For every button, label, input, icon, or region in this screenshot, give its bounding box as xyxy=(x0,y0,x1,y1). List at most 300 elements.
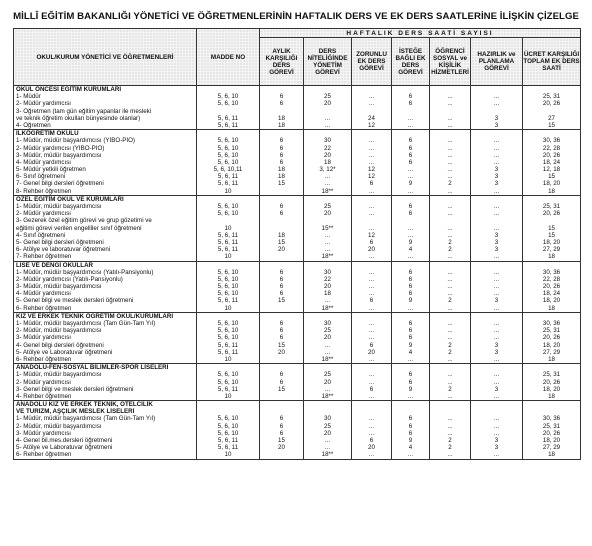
row-value: ... xyxy=(493,224,500,232)
row-label: 2- Müdür yardımcısı (YİBO-PİO) xyxy=(16,144,105,152)
row-value: ... xyxy=(447,268,453,276)
row-value: 22, 28 xyxy=(542,144,561,152)
section-values-col-8 xyxy=(523,261,581,312)
row-value: 30, 36 xyxy=(542,415,561,423)
row-value: 20, 26 xyxy=(542,283,561,291)
section-values-col-6 xyxy=(430,86,471,130)
row-value: ... xyxy=(324,341,331,349)
row-value: 9 xyxy=(408,297,413,305)
row-value: 5, 6, 10 xyxy=(217,93,239,101)
section-values-col-4 xyxy=(352,195,392,261)
row-value: ... xyxy=(493,210,500,218)
section-title: LİSE VE DENGİ OKULLAR xyxy=(16,261,94,269)
row-value: ... xyxy=(368,100,375,108)
row-value: 15 xyxy=(278,297,285,305)
section-values-col-5 xyxy=(392,312,430,363)
header-article-no: MADDE NO xyxy=(197,29,260,86)
section-block xyxy=(14,364,581,401)
section-labels xyxy=(14,195,197,261)
row-value: 10 xyxy=(224,355,232,363)
row-value: 25 xyxy=(324,203,331,210)
row-value: 3, 12* xyxy=(319,166,336,174)
row-value: 20 xyxy=(368,348,375,356)
row-label: 6- Rehber öğretmen xyxy=(16,451,72,459)
row-value: 10 xyxy=(224,224,232,232)
row-value: ... xyxy=(324,121,331,129)
row-value: 25, 31 xyxy=(542,203,561,210)
row-value: 6 xyxy=(408,378,413,386)
row-value: 15 xyxy=(278,238,285,246)
row-value: ... xyxy=(447,334,453,342)
row-value: 18 xyxy=(278,121,285,129)
row-value: 5, 6, 10 xyxy=(217,210,239,218)
row-value: 18, 20 xyxy=(542,297,561,305)
row-value: 18 xyxy=(278,166,285,174)
row-value: ... xyxy=(447,275,453,283)
row-value: 5, 6, 10 xyxy=(217,290,239,298)
row-value: 6 xyxy=(279,327,284,335)
section-values-col-3 xyxy=(304,86,352,130)
row-label: 7- Genel bilgi dersleri öğretmeni xyxy=(16,180,104,188)
row-value: 20 xyxy=(368,246,375,254)
row-value: ... xyxy=(368,93,375,101)
row-value: 5, 6, 11 xyxy=(217,437,239,444)
row-value: 6 xyxy=(279,334,284,342)
section-values-col-7 xyxy=(471,86,523,130)
row-value: 18, 20 xyxy=(542,437,561,444)
row-label: 2- Müdür, müdür başyardımcısı xyxy=(16,422,102,430)
row-value: 27, 29 xyxy=(542,444,561,452)
row-value: ... xyxy=(407,451,414,459)
row-value: ... xyxy=(447,173,453,181)
row-value: 10 xyxy=(224,304,232,312)
row-value: ... xyxy=(368,283,375,291)
row-value: ... xyxy=(407,173,414,181)
section-values-col-2 xyxy=(260,261,304,312)
row-value: ... xyxy=(407,304,414,312)
row-value xyxy=(197,217,259,224)
schedule-table-wrapper xyxy=(13,28,580,460)
row-label: 5- Atölye ve Laboratuvar öğretmeni xyxy=(16,444,113,452)
section-values-col-7 xyxy=(471,195,523,261)
row-value: 6 xyxy=(279,158,284,166)
row-value: ... xyxy=(447,158,453,166)
row-value: 4 xyxy=(408,444,413,452)
row-value: ... xyxy=(368,371,375,379)
row-value xyxy=(523,108,580,115)
row-value xyxy=(352,217,391,224)
row-value: ... xyxy=(447,451,453,459)
row-value: 6 xyxy=(279,415,284,423)
row-value: 18, 20 xyxy=(542,341,561,349)
row-value: ... xyxy=(447,93,453,101)
row-value: ... xyxy=(368,203,375,210)
row-value: ... xyxy=(407,253,414,261)
row-value xyxy=(471,108,522,115)
row-value: ... xyxy=(447,224,453,232)
row-value: 2 xyxy=(448,444,452,452)
row-value: ... xyxy=(493,290,500,298)
row-value: 6 xyxy=(279,378,284,386)
row-value: 6 xyxy=(408,320,413,327)
row-value: 5, 6, 10 xyxy=(217,283,239,291)
row-value: 6 xyxy=(279,371,284,379)
row-value: ... xyxy=(407,355,414,363)
row-value: ... xyxy=(368,327,375,335)
row-label: 3- Müdür, müdür başyardımcısı xyxy=(16,283,102,291)
row-value: 18, 20 xyxy=(542,385,561,393)
header-col-4: İSTEĞE BAĞLI EK DERS GÖREVİ xyxy=(392,38,430,86)
header-col-3: ZORUNLU EK DERS GÖREVİ xyxy=(352,38,392,86)
row-label: 3- Müdür yardımcısı xyxy=(16,429,72,437)
row-label: 6- Atölye ve laboratuvar öğretmeni xyxy=(16,246,111,254)
row-value: 6 xyxy=(408,290,413,298)
row-value: ... xyxy=(447,231,453,239)
row-label: 3- Genel bilgi ve meslek dersleri öğretmeni xyxy=(16,385,134,393)
row-value xyxy=(260,451,303,458)
row-value: 18 xyxy=(548,304,555,312)
row-value: ... xyxy=(324,238,331,246)
row-label: 2- Müdür yardımcısı xyxy=(16,378,72,386)
row-value: 22 xyxy=(324,275,331,283)
row-value: ... xyxy=(493,304,500,312)
row-value: 10 xyxy=(224,187,232,195)
row-value xyxy=(471,217,522,224)
row-value: 18, 20 xyxy=(542,238,561,246)
row-value: 2 xyxy=(448,348,452,356)
row-value: ... xyxy=(324,231,331,239)
row-label: 3- Gezerek özel eğitim görevi ve grup gözetimi ve xyxy=(16,217,152,225)
header-row-group xyxy=(14,29,581,38)
row-value: 5, 6, 10 xyxy=(217,100,239,108)
row-value: 18 xyxy=(324,158,331,166)
row-value: 10 xyxy=(224,392,232,400)
section-values-col-3 xyxy=(304,195,352,261)
row-value xyxy=(260,188,303,195)
section-values-col-2 xyxy=(260,312,304,363)
section-values-col-8 xyxy=(523,195,581,261)
row-value: ... xyxy=(447,429,453,437)
row-label: 1- Müdür, müdür başyardımcısı (Tam Gün-Tam Yıl) xyxy=(16,415,156,423)
row-value: 6 xyxy=(369,437,374,444)
row-value: ... xyxy=(368,304,375,312)
row-value: 5, 6, 10 xyxy=(217,137,239,145)
row-value: ... xyxy=(407,224,414,232)
row-value: 18 xyxy=(548,253,555,261)
row-value: 6 xyxy=(408,144,413,152)
row-value: 20, 26 xyxy=(542,100,561,108)
row-value: ... xyxy=(407,231,414,239)
row-value: ... xyxy=(447,304,453,312)
row-value xyxy=(197,108,259,115)
row-value: ... xyxy=(493,203,500,210)
row-value: 2 xyxy=(448,437,452,444)
section-labels xyxy=(14,86,197,130)
section-block xyxy=(14,312,581,363)
row-value: ... xyxy=(447,100,453,108)
row-value xyxy=(352,108,391,115)
row-value: ... xyxy=(368,137,375,145)
row-value: ... xyxy=(447,283,453,291)
row-value: ... xyxy=(447,210,453,218)
row-value: 5, 6, 10 xyxy=(217,275,239,283)
row-value: 20, 26 xyxy=(542,378,561,386)
row-value: ... xyxy=(368,392,375,400)
row-value: 24 xyxy=(368,114,375,122)
row-value: 22, 28 xyxy=(542,275,561,283)
row-value: 3 xyxy=(494,238,499,246)
section-block xyxy=(14,86,581,130)
row-value: 9 xyxy=(408,341,413,349)
row-value: 5, 6, 11 xyxy=(217,444,239,452)
row-value: ... xyxy=(407,166,414,174)
row-value: ... xyxy=(324,246,331,254)
row-value: 6 xyxy=(369,341,374,349)
row-value: ... xyxy=(493,283,500,291)
row-value: 12 xyxy=(368,166,375,174)
row-value: ... xyxy=(368,268,375,276)
row-value: 5, 6, 10 xyxy=(217,371,239,379)
row-value: 6 xyxy=(408,203,413,210)
section-title: ÖZEL EĞİTİM OKUL VE KURUMLARI xyxy=(16,195,124,203)
row-value: 30, 36 xyxy=(542,137,561,145)
row-value: ... xyxy=(368,275,375,283)
row-value: 18 xyxy=(278,173,285,181)
row-value: 27 xyxy=(548,114,555,122)
row-value: 20 xyxy=(324,334,331,342)
section-values-col-2 xyxy=(260,364,304,401)
section-values-col-5 xyxy=(392,364,430,401)
row-value: 5, 6, 10 xyxy=(217,320,239,327)
row-value: 6 xyxy=(408,327,413,335)
section-block xyxy=(14,261,581,312)
row-value: 20, 26 xyxy=(542,210,561,218)
row-label: 6- Rehber öğretmen xyxy=(16,304,72,312)
row-value: 6 xyxy=(369,385,374,393)
row-value: 20 xyxy=(278,348,285,356)
row-label: 2- Müdür yardımcısı (Yatılı-Pansiyonlu) xyxy=(16,275,123,283)
row-label: 4- Müdür yardımcısı xyxy=(16,290,72,298)
row-value: 20 xyxy=(278,246,285,254)
row-value: 4 xyxy=(408,246,413,254)
section-values-col-8 xyxy=(523,401,581,460)
row-value: 20 xyxy=(368,444,375,452)
row-value: ... xyxy=(493,371,500,379)
row-value: ... xyxy=(493,151,500,159)
row-label: 5- Genel bilgi ve meslek dersleri öğretmeni xyxy=(16,297,134,305)
row-value xyxy=(260,356,303,363)
row-value: ... xyxy=(493,93,500,101)
row-value: ... xyxy=(493,187,500,195)
row-value: 6 xyxy=(369,297,374,305)
row-value: 25, 31 xyxy=(542,93,561,101)
section-values-col-6 xyxy=(430,401,471,460)
row-value: 6 xyxy=(279,93,284,101)
row-value: 3 xyxy=(494,121,499,129)
row-value: ... xyxy=(368,158,375,166)
row-value: ... xyxy=(447,355,453,363)
row-value: 18 xyxy=(548,187,555,195)
section-values-col-4 xyxy=(352,261,392,312)
section-values-col-4 xyxy=(352,130,392,196)
row-label: 5- Atölye ve Laboratuvar öğretmeni xyxy=(16,348,113,356)
row-value: 5, 6, 11 xyxy=(217,121,239,129)
row-value: ... xyxy=(368,224,375,232)
row-value: 15 xyxy=(278,180,285,188)
section-labels xyxy=(14,364,197,401)
section-title: ANADOLU KIZ VE ERKEK TEKNİK, OTELCİLİK xyxy=(16,401,153,409)
row-value: 12, 18 xyxy=(542,166,561,174)
row-value: 6 xyxy=(279,275,284,283)
row-value: 3 xyxy=(494,114,499,122)
row-value: 3 xyxy=(494,297,499,305)
row-value: ... xyxy=(447,320,453,327)
row-value: 18, 24 xyxy=(542,290,561,298)
row-value: 12 xyxy=(368,173,375,181)
row-value: ... xyxy=(368,422,375,430)
row-value: 3 xyxy=(494,348,499,356)
row-value: 20 xyxy=(278,444,285,452)
row-value: 9 xyxy=(408,238,413,246)
header-col-1: AYLIK KARŞILIĞI DERS GÖREVİ xyxy=(260,38,304,86)
weekly-hours-table xyxy=(13,28,581,460)
row-value: 6 xyxy=(279,422,284,430)
row-value: 6 xyxy=(369,180,374,188)
row-value: ... xyxy=(493,451,500,459)
row-value: 6 xyxy=(279,144,284,152)
row-label: 4- Genel bilgi dersleri öğretmeni xyxy=(16,341,104,349)
row-value: ... xyxy=(368,378,375,386)
row-value: ... xyxy=(447,137,453,145)
row-value: ... xyxy=(368,334,375,342)
row-value xyxy=(260,253,303,260)
row-label: 6- Rehber öğretmen xyxy=(16,355,72,363)
row-value: 3 xyxy=(494,180,499,188)
row-value: ... xyxy=(493,137,500,145)
row-value: 30, 36 xyxy=(542,268,561,276)
row-label: 1- Müdür, müdür başyardımcısı xyxy=(16,203,102,210)
section-values-col-5 xyxy=(392,401,430,460)
row-value: 20 xyxy=(324,151,331,159)
row-label: eğitimi görevi verilen engelliler sınıf öğretmeni xyxy=(16,224,142,232)
row-value: 30 xyxy=(324,137,331,145)
row-value: 18 xyxy=(548,392,555,400)
row-value: 6 xyxy=(408,210,413,218)
row-value: 4 xyxy=(408,348,413,356)
row-value: 18 xyxy=(324,290,331,298)
row-value: ... xyxy=(493,275,500,283)
row-value: ... xyxy=(493,355,500,363)
section-values-col-1 xyxy=(197,261,260,312)
row-value: ... xyxy=(493,429,500,437)
section-values-col-4 xyxy=(352,364,392,401)
row-value: 10 xyxy=(224,253,232,261)
section-values-col-5 xyxy=(392,261,430,312)
row-value: 6 xyxy=(408,415,413,423)
row-value: ... xyxy=(493,415,500,423)
row-value: 5, 6, 11 xyxy=(217,180,239,188)
row-value: 5, 6, 11 xyxy=(217,385,239,393)
row-label: 2- Müdür, müdür başyardımcısı xyxy=(16,327,102,335)
row-value: ... xyxy=(324,180,331,188)
section-labels xyxy=(14,401,197,460)
row-value: 5, 6, 10 xyxy=(217,203,239,210)
section-values-col-2 xyxy=(260,195,304,261)
row-label: 1- Müdür, müdür başyardımcısı (Tam Gün-Tam Yıl) xyxy=(16,320,156,327)
row-value: 5, 6, 11 xyxy=(217,173,239,181)
row-value: ... xyxy=(493,158,500,166)
row-value: 18 xyxy=(278,231,285,239)
row-value: 9 xyxy=(408,385,413,393)
row-value: ... xyxy=(447,114,453,122)
row-value: 3 xyxy=(494,444,499,452)
row-value: 15 xyxy=(278,385,285,393)
section-values-col-7 xyxy=(471,261,523,312)
row-value xyxy=(260,225,303,232)
row-value: ... xyxy=(368,290,375,298)
section-block xyxy=(14,401,581,460)
section-values-col-1 xyxy=(197,130,260,196)
row-value: 6 xyxy=(279,268,284,276)
row-value: ... xyxy=(493,334,500,342)
row-value: ... xyxy=(368,429,375,437)
header-col-5: ÖĞRENCİ SOSYAL ve KİŞİLİK HİZMETLERİ xyxy=(430,38,471,86)
row-value: 2 xyxy=(448,180,452,188)
row-value: 9 xyxy=(408,180,413,188)
row-value: ... xyxy=(407,392,414,400)
header-col-6: HAZIRLIK ve PLANLAMA GÖREVİ xyxy=(471,38,523,86)
row-value: 6 xyxy=(408,268,413,276)
row-value: ... xyxy=(368,187,375,195)
row-value: 25, 31 xyxy=(542,422,561,430)
row-value: 20 xyxy=(324,283,331,291)
row-value: 3 xyxy=(494,231,499,239)
row-value xyxy=(392,217,429,224)
row-value: 6 xyxy=(408,275,413,283)
row-value: 6 xyxy=(408,334,413,342)
row-value: ... xyxy=(324,114,331,122)
row-value: 25 xyxy=(324,327,331,335)
row-value xyxy=(260,108,303,115)
row-value: 6 xyxy=(408,151,413,159)
row-value: 25 xyxy=(324,371,331,379)
row-value: ... xyxy=(447,327,453,335)
row-value: 6 xyxy=(369,238,374,246)
row-value: 18** xyxy=(321,304,334,312)
header-staff: OKUL/KURUM YÖNETİCİ VE ÖĞRETMENLERİ xyxy=(14,29,197,86)
row-label: 7- Rehber öğretmen xyxy=(16,253,72,261)
header-col-7: ÜCRET KARŞILIĞI TOPLAM EK DERS SAATİ xyxy=(523,38,581,86)
row-value: 5, 6, 11 xyxy=(217,341,239,349)
section-values-col-2 xyxy=(260,86,304,130)
row-value: ... xyxy=(368,320,375,327)
row-value: 2 xyxy=(448,246,452,254)
row-value: 18** xyxy=(321,253,334,261)
row-value: ... xyxy=(447,144,453,152)
row-value: ... xyxy=(407,121,414,129)
row-value: 3 xyxy=(494,341,499,349)
row-value: 10 xyxy=(224,451,232,459)
row-value: 18 xyxy=(548,355,555,363)
row-value: 3 xyxy=(494,166,499,174)
row-value xyxy=(430,108,470,115)
row-value: 25, 31 xyxy=(542,371,561,379)
row-value: 5, 6, 10 xyxy=(217,415,239,423)
row-value: 6 xyxy=(279,290,284,298)
section-values-col-6 xyxy=(430,195,471,261)
row-value: 2 xyxy=(448,341,452,349)
row-label: 3- Müdür yardımcısı xyxy=(16,334,72,342)
